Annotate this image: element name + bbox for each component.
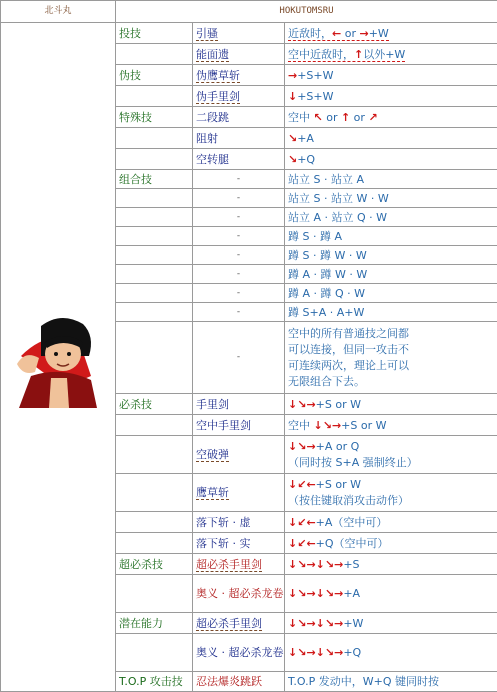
direction-arrow-icon: → xyxy=(306,646,315,659)
command-cell: 蹲 S+A · A+W xyxy=(285,303,497,322)
move-name-cell: 手里剑 xyxy=(193,394,285,415)
direction-arrow-icon: ↓ xyxy=(288,617,297,630)
category-cell xyxy=(116,474,193,512)
character-name-header: 北斗丸 xyxy=(1,1,116,23)
command-cell: 站立 S · 站立 W · W xyxy=(285,189,497,208)
move-name-cell: 忍法爆炎跳跃 xyxy=(193,672,285,692)
category-cell: T.O.P 攻击技 xyxy=(116,672,193,692)
direction-arrow-icon: → xyxy=(334,617,343,630)
category-cell: 必杀技 xyxy=(116,394,193,415)
category-cell: 组合技 xyxy=(116,170,193,189)
move-name-cell: 能面遗 xyxy=(193,44,285,65)
category-cell xyxy=(116,128,193,149)
direction-arrow-icon: ↘ xyxy=(297,617,306,630)
command-cell: 蹲 A · 蹲 Q · W xyxy=(285,284,497,303)
direction-arrow-icon: → xyxy=(332,419,341,432)
category-cell xyxy=(116,265,193,284)
command-cell: ↓↘→+A or Q （同时按 S+A 强制终止） xyxy=(285,436,497,474)
move-name-cell: 空中手里剑 xyxy=(193,415,285,436)
direction-arrow-icon: ↘ xyxy=(325,617,334,630)
move-name-cell: 超必杀手里剑 xyxy=(193,613,285,634)
direction-arrow-icon: ↓ xyxy=(288,587,297,600)
direction-arrow-icon: ↘ xyxy=(325,558,334,571)
command-cell: ↘+A xyxy=(285,128,497,149)
direction-arrow-icon: ↘ xyxy=(288,132,297,145)
category-cell xyxy=(116,533,193,554)
category-cell xyxy=(116,149,193,170)
command-cell: 蹲 S · 蹲 A xyxy=(285,227,497,246)
move-name-cell: - xyxy=(193,265,285,284)
move-name-cell: - xyxy=(193,322,285,394)
command-cell: ↓↙←+Q（空中可） xyxy=(285,533,497,554)
direction-arrow-icon: ↖ xyxy=(314,111,323,124)
direction-arrow-icon: → xyxy=(334,646,343,659)
category-cell xyxy=(116,44,193,65)
move-name-cell: 阻射 xyxy=(193,128,285,149)
direction-arrow-icon: ↘ xyxy=(297,587,306,600)
direction-arrow-icon: ↘ xyxy=(297,398,306,411)
category-cell: 潜在能力 xyxy=(116,613,193,634)
move-name-cell: 空破弹 xyxy=(193,436,285,474)
command-cell: 蹲 A · 蹲 W · W xyxy=(285,265,497,284)
category-cell xyxy=(116,246,193,265)
move-name-cell: - xyxy=(193,170,285,189)
move-name-cell: 超必杀手里剑 xyxy=(193,554,285,575)
move-name-cell: 空转腿 xyxy=(193,149,285,170)
category-cell xyxy=(116,189,193,208)
combo-note-cell: 空中的所有普通技之间都 可以连接，但同一攻击不 可连续两次，理论上可以 无限组合下去。 xyxy=(285,322,497,394)
category-cell xyxy=(116,415,193,436)
command-cell: ↓↙←+S or W （按住键取消攻击动作） xyxy=(285,474,497,512)
move-name-cell: 伪鹰草斩 xyxy=(193,65,285,86)
command-cell: ↓↘→↓↘→+Q xyxy=(285,634,497,672)
move-name-cell: 奥义 · 超必杀龙卷 xyxy=(193,634,285,672)
category-cell xyxy=(116,512,193,533)
direction-arrow-icon: ↘ xyxy=(297,558,306,571)
direction-arrow-icon: ↓ xyxy=(288,558,297,571)
direction-arrow-icon: ↘ xyxy=(325,587,334,600)
command-cell: ↓↘→↓↘→+A xyxy=(285,575,497,613)
direction-arrow-icon: ← xyxy=(332,27,341,40)
direction-arrow-icon: ↙ xyxy=(297,478,306,491)
direction-arrow-icon: ↗ xyxy=(368,111,377,124)
direction-arrow-icon: ↓ xyxy=(316,558,325,571)
direction-arrow-icon: ↘ xyxy=(297,646,306,659)
command-cell: 空中近敌时，↑以外+W xyxy=(285,44,497,65)
move-name-cell: 奥义 · 超必杀龙卷 xyxy=(193,575,285,613)
category-cell: 超必杀技 xyxy=(116,554,193,575)
direction-arrow-icon: ↓ xyxy=(288,440,297,453)
direction-arrow-icon: ↑ xyxy=(341,111,350,124)
direction-arrow-icon: ↘ xyxy=(323,419,332,432)
direction-arrow-icon: ↓ xyxy=(288,646,297,659)
direction-arrow-icon: ↙ xyxy=(297,537,306,550)
category-cell xyxy=(116,86,193,107)
move-name-cell: - xyxy=(193,303,285,322)
direction-arrow-icon: → xyxy=(306,440,315,453)
command-cell: ↓↙←+A（空中可） xyxy=(285,512,497,533)
direction-arrow-icon: → xyxy=(334,558,343,571)
category-cell: 伪技 xyxy=(116,65,193,86)
move-name-cell: 落下斩 · 实 xyxy=(193,533,285,554)
move-name-cell: - xyxy=(193,208,285,227)
category-cell xyxy=(116,284,193,303)
command-cell: 蹲 S · 蹲 W · W xyxy=(285,246,497,265)
command-cell: 近敌时，← or →+W xyxy=(285,23,497,44)
direction-arrow-icon: ↓ xyxy=(316,617,325,630)
direction-arrow-icon: ↘ xyxy=(325,646,334,659)
move-name-cell: - xyxy=(193,246,285,265)
move-name-cell: 伪手里剑 xyxy=(193,86,285,107)
direction-arrow-icon: → xyxy=(306,558,315,571)
command-cell: ↘+Q xyxy=(285,149,497,170)
direction-arrow-icon: ← xyxy=(306,478,315,491)
command-cell: T.O.P 发动中，W+Q 键同时按 xyxy=(285,672,497,692)
command-cell: 站立 A · 站立 Q · W xyxy=(285,208,497,227)
direction-arrow-icon: ↙ xyxy=(297,516,306,529)
category-cell xyxy=(116,208,193,227)
command-cell: ↓↘→↓↘→+S xyxy=(285,554,497,575)
direction-arrow-icon: ↓ xyxy=(314,419,323,432)
command-cell: 空中 ↖ or ↑ or ↗ xyxy=(285,107,497,128)
direction-arrow-icon: ↓ xyxy=(316,646,325,659)
command-cell: 空中 ↓↘→+S or W xyxy=(285,415,497,436)
category-cell xyxy=(116,322,193,394)
character-portrait xyxy=(11,306,105,408)
direction-arrow-icon: ↓ xyxy=(316,587,325,600)
move-name-cell: 落下斩 · 虚 xyxy=(193,512,285,533)
command-cell: 站立 S · 站立 A xyxy=(285,170,497,189)
character-title-header: HOKUTOMSRU xyxy=(116,1,497,23)
move-name-cell: - xyxy=(193,227,285,246)
move-name-cell: 引骚 xyxy=(193,23,285,44)
category-cell xyxy=(116,227,193,246)
move-name-cell: - xyxy=(193,189,285,208)
direction-arrow-icon: ← xyxy=(306,537,315,550)
direction-arrow-icon: ↘ xyxy=(288,153,297,166)
direction-arrow-icon: ↓ xyxy=(288,516,297,529)
direction-arrow-icon: → xyxy=(359,27,368,40)
move-name-cell: 二段跳 xyxy=(193,107,285,128)
category-cell xyxy=(116,303,193,322)
direction-arrow-icon: → xyxy=(334,587,343,600)
direction-arrow-icon: → xyxy=(306,587,315,600)
command-cell: ↓↘→↓↘→+W xyxy=(285,613,497,634)
category-cell xyxy=(116,436,193,474)
direction-arrow-icon: ↓ xyxy=(288,537,297,550)
direction-arrow-icon: ↓ xyxy=(288,90,297,103)
category-cell xyxy=(116,634,193,672)
direction-arrow-icon: ← xyxy=(306,516,315,529)
category-cell xyxy=(116,575,193,613)
move-name-cell: - xyxy=(193,284,285,303)
category-cell: 投技 xyxy=(116,23,193,44)
character-portrait-cell xyxy=(1,23,116,692)
direction-arrow-icon: → xyxy=(306,617,315,630)
direction-arrow-icon: ↓ xyxy=(288,478,297,491)
direction-arrow-icon: → xyxy=(288,69,297,82)
command-cell: ↓↘→+S or W xyxy=(285,394,497,415)
move-name-cell: 鹰草斩 xyxy=(193,474,285,512)
direction-arrow-icon: → xyxy=(306,398,315,411)
command-cell: ↓+S+W xyxy=(285,86,497,107)
direction-arrow-icon: ↓ xyxy=(288,398,297,411)
direction-arrow-icon: ↑ xyxy=(354,48,363,61)
category-cell: 特殊技 xyxy=(116,107,193,128)
direction-arrow-icon: ↘ xyxy=(297,440,306,453)
command-cell: →+S+W xyxy=(285,65,497,86)
